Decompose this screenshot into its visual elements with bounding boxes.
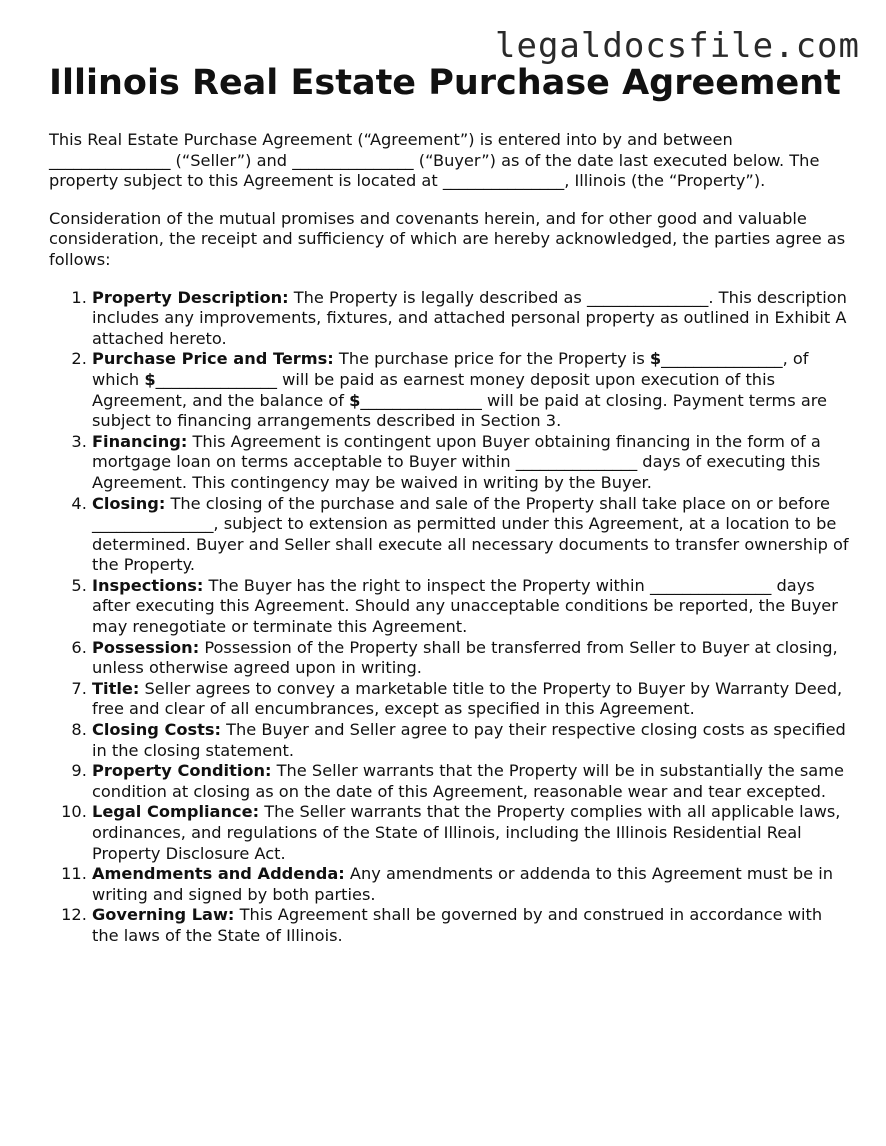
terms-list	[49, 288, 849, 947]
section-text: Seller agrees to convey a marketable title to the Property to Buyer by Warranty Deed, free and clear of all encumbrances, except as specified in this Agreement.	[92, 678, 843, 719]
section-text: _______________ will be paid as earnest money deposit upon execution of this Agreement, and the balance of	[92, 369, 776, 410]
section-text: Possession of the Property shall be transferred from Seller to Buyer at closing, unless otherwise agreed upon in writing.	[92, 637, 838, 678]
section-term: Possession:	[92, 637, 200, 657]
section-text: _______________ will be paid at closing. Payment terms are subject to financing arrangements described in Section 3.	[92, 390, 828, 431]
section-text: This Agreement shall be governed by and construed in accordance with the laws of the State of Illinois.	[92, 905, 823, 945]
section-term: Property Description:	[92, 287, 289, 307]
section-governing-law	[92, 905, 849, 946]
section-text: The Buyer and Seller agree to pay their respective closing costs as specified in the closing statement.	[92, 720, 846, 760]
section-text: The Seller warrants that the Property will be in substantially the same condition at closing as on the date of this Agreement, reasonable wear and tear excepted.	[92, 761, 844, 801]
section-inspections	[92, 576, 849, 638]
section-term: Title:	[92, 678, 140, 698]
page-title: Illinois Real Estate Purchase Agreement	[49, 63, 841, 103]
section-term: Legal Compliance:	[92, 802, 260, 822]
dollar-sign: $	[649, 349, 662, 369]
section-text: This Agreement is contingent upon Buyer obtaining financing in the form of a mortgage loan on terms acceptable to Buyer within _______________ days of executing this Agreement. This contingency may be waived in writing by the Buyer.	[92, 431, 821, 492]
section-possession	[92, 638, 849, 679]
section-text: The Buyer has the right to inspect the Property within _______________ days after executing this Agreement. Should any unacceptable conditions be reported, the Buyer may renegotiate or terminate this Agreement.	[92, 575, 838, 637]
section-closing	[92, 494, 849, 576]
section-text: The purchase price for the Property is	[333, 349, 650, 369]
section-term: Closing Costs:	[92, 720, 221, 740]
watermark-logo: legaldocsfile.com	[495, 26, 860, 66]
section-amendments	[92, 864, 849, 905]
section-term: Governing Law:	[92, 905, 235, 925]
section-legal-compliance	[92, 802, 849, 864]
section-title	[92, 679, 849, 720]
section-financing	[92, 432, 849, 494]
section-closing-costs	[92, 720, 849, 761]
section-term: Closing:	[92, 493, 166, 513]
intro-paragraph: This Real Estate Purchase Agreement (“Agreement”) is entered into by and between _______________ (“Seller”) and _______________ (“Buyer”) as of the date last executed below. The property subject to this Agreement is located at _______________, Illinois (the “Property”).	[49, 130, 820, 191]
section-text: _______________, of which	[92, 349, 809, 389]
section-property-condition	[92, 761, 849, 802]
section-term: Financing:	[92, 431, 188, 451]
consideration-paragraph: Consideration of the mutual promises and covenants herein, and for other good and valuable consideration, the receipt and sufficiency of which are hereby acknowledged, the parties agree as follows:	[49, 208, 846, 269]
section-term: Amendments and Addenda:	[92, 864, 345, 884]
section-text: Any amendments or addenda to this Agreement must be in writing and signed by both parties.	[92, 864, 833, 904]
document-page	[49, 62, 849, 947]
section-term: Purchase Price and Terms:	[92, 349, 334, 369]
section-purchase-price	[92, 349, 849, 431]
section-text: The closing of the purchase and sale of the Property shall take place on or before _______________, subject to extension as permitted under this Agreement, at a location to be determined. Buyer and Seller shall execute all necessary documents to transfer ownership of the Property.	[92, 493, 849, 575]
section-property-description	[92, 288, 849, 350]
section-term: Property Condition:	[92, 761, 272, 781]
dollar-sign: $	[349, 390, 361, 410]
dollar-sign: $	[144, 369, 156, 389]
section-term: Inspections:	[92, 575, 204, 595]
section-text: The Seller warrants that the Property complies with all applicable laws, ordinances, and regulations of the State of Illinois, including the Illinois Residential Real Property Disclosure Act.	[92, 802, 841, 863]
section-text: The Property is legally described as _______________. This description includes any improvements, fixtures, and attached personal property as outlined in Exhibit A attached hereto.	[92, 287, 847, 348]
